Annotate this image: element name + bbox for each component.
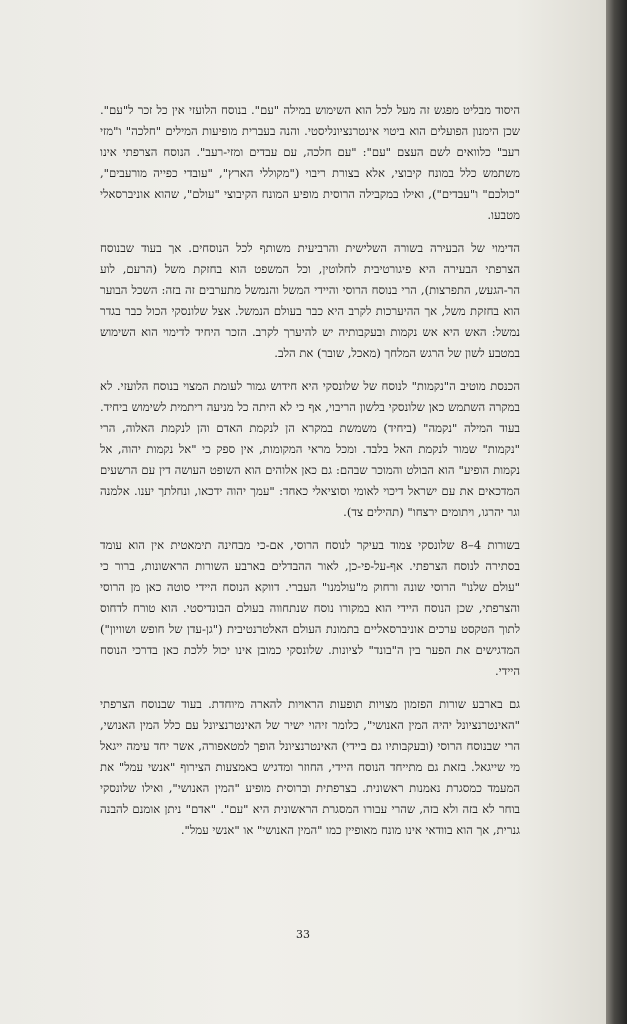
paragraph-2: הדימוי של הבעירה בשורה השלישית והרביעית משותף לכל הנוסחים. אך בעוד שבנוסח הצרפתי הבעירה היא פיגורטיבית לחלוטין, וכל המשפט הוא בחזקת משל (הרעם, לוע הר-הגעש, התפרצות), הרי בנוסח הרוסי והיידי המשל והנמשל מתערבים זה בזה: השכל הבוער הוא בחזקת משל, אך ההיערכות לקרב היא כבר בעולם הנמשל. אצל שלונסקי הכול כבר בגדר נמשל: האש היא אש נקמות ובעקבותיה יש להיערך לקרב. הזכר היחיד לדימוי הוא השימוש במטבע לשון של הרגש המלחך (מאכל, שובר) את הלב. [100, 241, 520, 360]
paragraph-3: הכנסת מוטיב ה"נקמות" לנוסח של שלונסקי היא חידוש גמור לעומת המצוי בנוסח הלועזי. לא במקרה השתמש כאן שלונסקי בלשון הריבוי, אף כי לא היתה כל מניעה ריתמית לשימוש ביחיד. בעוד המילה "נקמה" (ביחיד) משמשת במקרא הן לנקמת האדם והן לנקמת האלוה, הרי "נקמות" שמור לנקמת האל בלבד. ומכל מראי המקומות, אין ספק כי "אל נקמות יהוה, אל נקמות הופיע" הוא הבולט והמוכר שבהם: גם כאן אלוהים הוא השופט העושה דין עם הרשעים המדכאים את עם ישראל דיכוי לאומי וסוציאלי כאחד: "עמך יהוה ידכאו, ונחלתך יענו. אלמנה וגר יהרגו, ויתומים ירצחו" (תהילים צד). [100, 379, 520, 519]
paragraph-4: בשורות 4–8 שלונסקי צמוד בעיקר לנוסח הרוסי, אם-כי מבחינה תימאטית אין הוא עומד בסתירה לנוסח הצרפתי. אף-על-פי-כן, לאור ההבדלים בארבע השורות הראשונות, ברור כי "עולם שלנו" הרוסי שונה ורחוק מ"עולמנו" העברי. דווקא הנוסח היידי סוטה כאן מן הרוסי והצרפתי, שכן הנוסח היידי הוא במקורו נוסח שנתחווה בעולם הבונדיסטי. הוא טורח לדחוס לתוך הטקסט ערכים אוניברסאליים בתמונת העולם האלטרנטיבית ("גן-עדן של חופש ושוויון") המדגישים את הפער בין ה"בונד" לציונות. שלונסקי כמובן אינו יכול ללכת כאן בדרכי הנוסח היידי. [100, 538, 521, 678]
book-binding-edge [606, 0, 627, 1024]
body-text [100, 100, 520, 853]
paragraph-5: גם בארבע שורות הפזמון מצויות תופעות הראויות להארה מיוחדת. בעוד שבנוסח הצרפתי "האינטרנציונל יהיה המין האנושי", כלומר זיהוי ישיר של האינטרנציונל עם כלל המין האנושי, הרי שבנוסח הרוסי (ובעקבותיו גם ביידי) האינטרנציונל הופך למטאפורה, אשר יחד עימה ייגאל מי שייגאל. בזאת גם מתייחד הנוסח היידי, החוזר ומדגיש באמצעות הצירוף "אנשי עמל" את המעמד כמסגרת נאמנות ראשונית. בצרפתית וברוסית מופיע "המין האנושי", ואילו שלונסקי בוחר לא בזה ולא בזה, שהרי עבורו המסגרת הראשונית היא "עם". "אדם" ניתן אומנם להבנה גנרית, אך הוא בוודאי אינו מונח מאופיין כמו "המין האנושי" או "אנשי עמל". [100, 697, 520, 837]
paragraph-1: היסוד מבליט מפגש זה מעל לכל הוא השימוש במילה "עם". בנוסח הלועזי אין כל זכר ל"עם". שכן הימנון הפועלים הוא ביטוי אינטרנציונליסטי. והנה בעברית מופיעות המילים "חלכה" ו"מזי רעב" כלוואים לשם העצם "עם": "עם חלכה, עם עבדים ומזי-רעב". הנוסח הצרפתי אינו משתמש כלל במונח קיבוצי, אלא בצורת ריבוי ("מקוללי הארץ", "עובדי כפייה מורעבים", "כולכם" ו"עבדים"), ואילו במקבילה הרוסית מופיע המונח הקיבוצי "עולם", שהוא אוניברסאלי מטבעו. [100, 103, 520, 222]
page-number: 33 [296, 928, 310, 941]
